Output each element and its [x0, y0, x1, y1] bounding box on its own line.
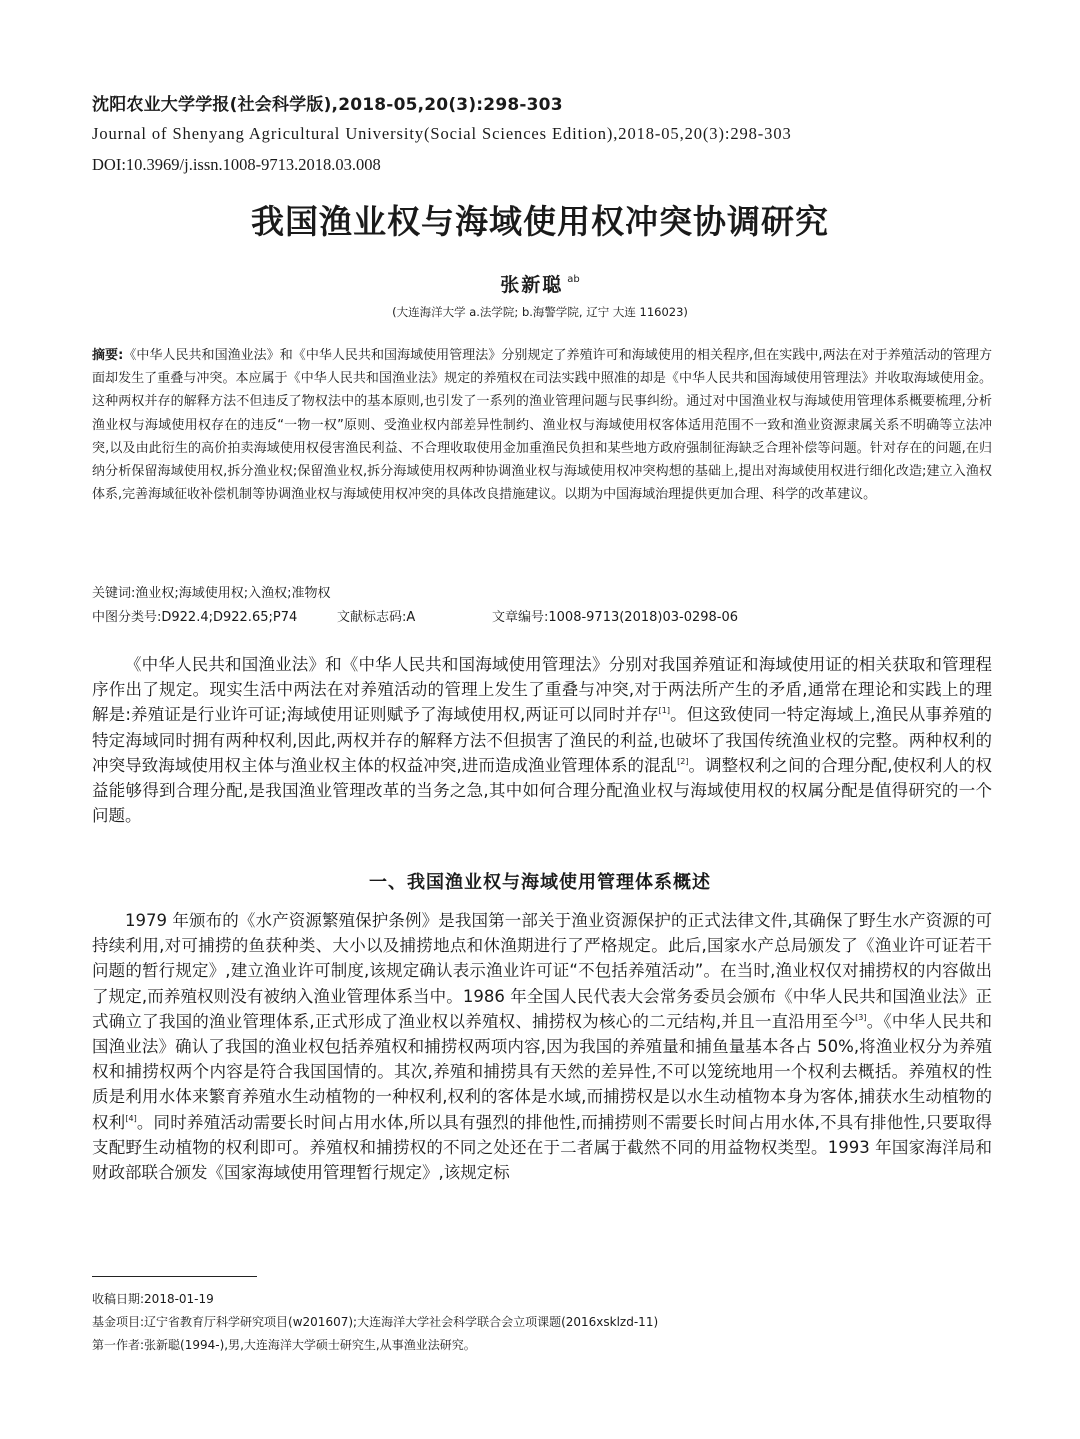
citation-ref: [4] [125, 1113, 137, 1123]
intro-paragraph [92, 652, 992, 828]
affiliation: (大连海洋大学 a.法学院; b.海警学院, 辽宁 大连 116023) [392, 305, 688, 319]
citation-ref: [2] [677, 756, 689, 766]
author-line [0, 270, 1080, 297]
section-paragraph [92, 908, 992, 1185]
section-text-1: 1979 年颁布的《水产资源繁殖保护条例》是我国第一部关于渔业资源保护的正式法律文件,其确保了野生水产资源的可持续利用,对可捕捞的鱼获种类、大小以及捕捞地点和休渔期进行了严格规定。此后,国家水产总局颁发了《渔业许可证若干问题的暂行规定》,建立渔业许可制度,该规定确认表示渔业许可证“不包括养殖活动”。在当时,渔业权仅对捕捞权的内容做出了规定,而养殖权则没有被纳入渔业管理体系当中。1986 年全国人民代表大会常务委员会颁布《中华人民共和国渔业法》正式确立了我国的渔业管理体系,正式形成了渔业权以养殖权、捕捞权为核心的二元结构,并且一直沿用至今 [92, 911, 992, 1031]
author-bio: 第一作者:张新聪(1994-),男,大连海洋大学硕士研究生,从事渔业法研究。 [92, 1338, 476, 1352]
abstract-text: 《中华人民共和国渔业法》和《中华人民共和国海域使用管理法》分别规定了养殖许可和海域使用的相关程序,但在实践中,两法在对于养殖活动的管理方面却发生了重叠与冲突。本应属于《中华人民共和国渔业法》规定的养殖权在司法实践中照准的却是《中华人民共和国海域使用管理法》并收取海域使用金。这种两权并存的解释方法不但违反了物权法中的基本原则,也引发了一系列的渔业管理问题与民事纠纷。通过对中国渔业权与海域使用管理体系概要梳理,分析渔业权与海域使用权存在的违反“一物一权”原则、受渔业权内部差异性制约、渔业权与海域使用权客体适用范围不一致和渔业资源隶属关系不明确等立法冲突,以及由此衍生的高价拍卖海域使用权侵害渔民利益、不合理收取使用金加重渔民负担和某些地方政府强制征海缺乏合理补偿等问题。针对存在的问题,在归纳分析保留海域使用权,拆分渔业权;保留渔业权,拆分海域使用权两种协调渔业权与海域使用权冲突构想的基础上,提出对海域使用权进行细化改造;建立入渔权体系,完善海域征收补偿机制等协调渔业权与海域使用权冲突的具体改良措施建议。以期为中国海域治理提供更加合理、科学的改革建议。 [92, 348, 993, 503]
intro-text-2: 。但这致使同一特定海域上,渔民从事养殖的特定海域同时拥有两种权利,因此,两权并存的解释方法不但损害了渔民的利益,也破坏了我国传统渔业权的完整。两种权利的冲突导致海域使用权主体与渔业权主体的权益冲突,进而造成渔业管理体系的混乱 [92, 705, 992, 775]
abstract [92, 344, 992, 506]
abstract-label: 摘要: [92, 348, 124, 363]
intro-text-1: 《中华人民共和国渔业法》和《中华人民共和国海域使用管理法》分别对我国养殖证和海域使用证的相关获取和管理程序作出了规定。现实生活中两法在对养殖活动的管理上发生了重叠与冲突,对于两法所产生的矛盾,通常在理论和实践上的理解是:养殖证是行业许可证;海域使用证则赋予了海域使用权,两证可以同时并存 [92, 655, 992, 725]
citation-ref: [1] [658, 706, 671, 716]
classification-line [92, 606, 992, 625]
received-date: 收稿日期:2018-01-19 [92, 1292, 214, 1306]
citation-ref: [3] [855, 1012, 867, 1022]
journal-citation-en: Journal of Shenyang Agricultural University(Social Sciences Edition),2018-05,20(3):298-303 [92, 124, 792, 143]
journal-citation-cn: 沈阳农业大学学报(社会科学版),2018-05,20(3):298-303 [92, 95, 563, 115]
section-text-2: 。《中华人民共和国渔业法》确认了我国的渔业权包括养殖权和捕捞权两项内容,因为我国的养殖量和捕鱼量基本各占 50%,将渔业权分为养殖权和捕捞权两个内容是符合我国国情的。其次,养殖和捕捞具有天然的差异性,不可以笼统地用一个权利去概括。养殖权的性质是利用水体来繁育养殖水生动植物的一种权利,权利的客体是水域,而捕捞权是以水生动植物本身为客体,捕获水生动植物的权利 [92, 1011, 992, 1132]
fund-info: 基金项目:辽宁省教育厅科学研究项目(w201607);大连海洋大学社会科学联合会立项课题(2016xsklzd-11) [92, 1315, 659, 1329]
intro-text-3: 。调整权利之间的合理分配,使权利人的权益能够得到合理分配,是我国渔业管理改革的当务之急,其中如何合理分配渔业权与海域使用权的权属分配是值得研究的一个问题。 [92, 755, 992, 826]
document-code: 文献标志码:A [337, 610, 416, 625]
author-name: 张新聪 [500, 274, 564, 296]
article-title: 我国渔业权与海域使用权冲突协调研究 [251, 202, 829, 241]
author-affiliation-marker: ab [567, 274, 580, 285]
section-text-3: 。同时养殖活动需要长时间占用水体,所以具有强烈的排他性,而捕捞则不需要长时间占用水体,不具有排他性,只要取得支配野生动植物的权利即可。养殖权和捕捞权的不同之处还在于二者属于截然不同的用益物权类型。1993 年国家海洋局和财政部联合颁发《国家海域使用管理暂行规定》,该规定标 [92, 1112, 993, 1183]
footnote-divider [92, 1276, 257, 1277]
keywords [92, 582, 992, 601]
keywords-text: 渔业权;海域使用权;入渔权;准物权 [135, 586, 331, 601]
doi: DOI:10.3969/j.issn.1008-9713.2018.03.008 [92, 155, 381, 174]
section-heading: 一、我国渔业权与海域使用管理体系概述 [369, 872, 711, 893]
clc-number: 中图分类号:D922.4;D922.65;P74 [92, 610, 298, 625]
keywords-label: 关键词: [92, 586, 136, 601]
article-number: 文章编号:1008-9713(2018)03-0298-06 [492, 610, 739, 625]
